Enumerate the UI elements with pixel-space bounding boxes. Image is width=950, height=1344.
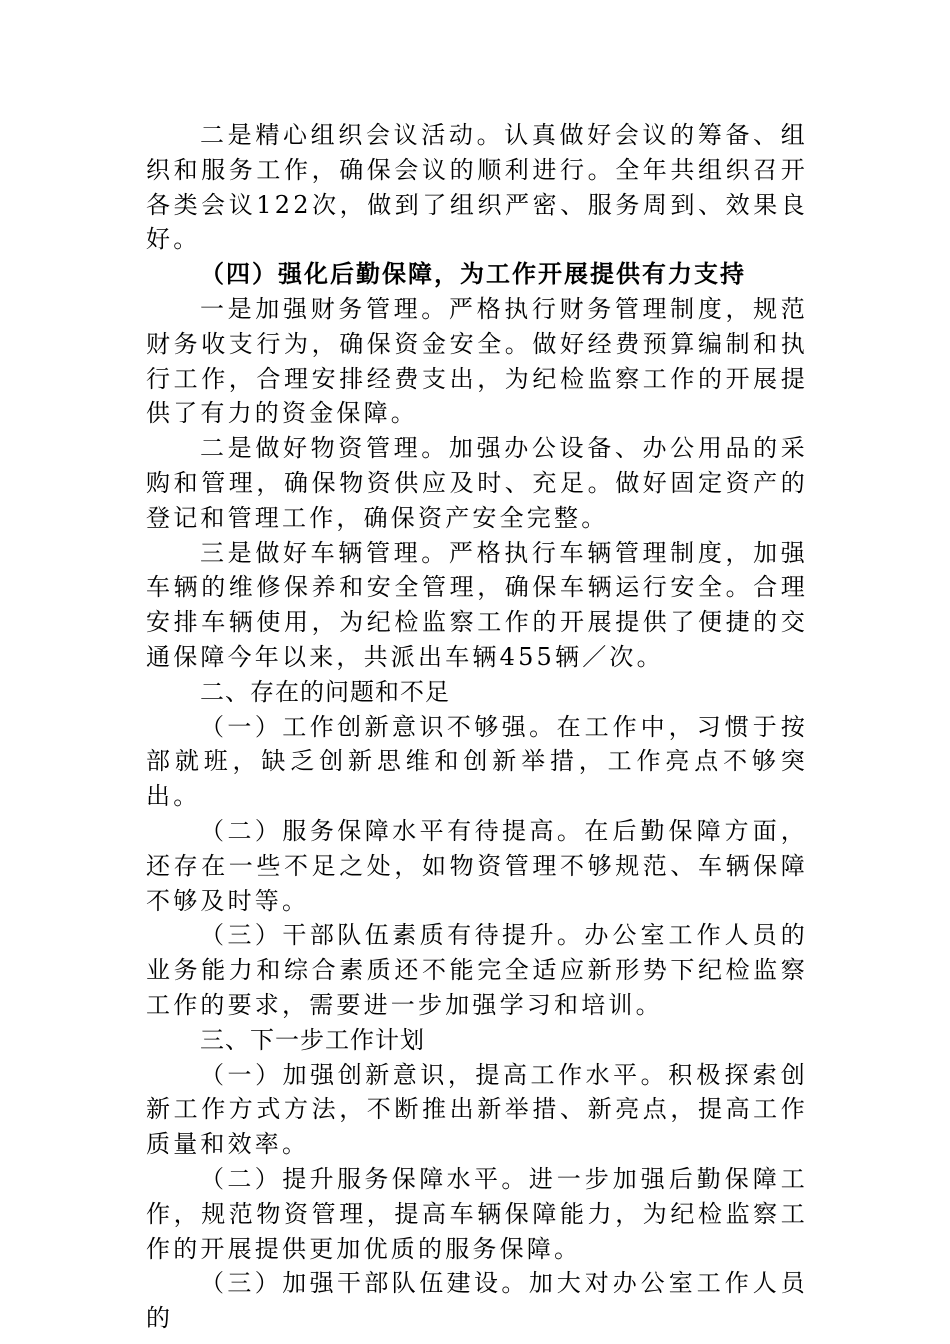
document-body [146, 118, 808, 1336]
paragraph-lead: （三）干部队伍素质有待提升。 [200, 921, 585, 950]
heading-text: 二、存在的问题和不足 [200, 677, 450, 706]
paragraph-plan-1 [146, 1058, 808, 1162]
paragraph-lead: （一）工作创新意识不够强。 [200, 712, 557, 741]
paragraph-lead: （二）服务保障水平有待提高。 [200, 816, 585, 845]
chapter-heading-problems [146, 675, 808, 710]
heading-text: 三、下一步工作计划 [200, 1025, 425, 1054]
paragraph-problem-1 [146, 710, 808, 814]
paragraph-materials [146, 431, 808, 535]
paragraph-text: 进一步加强后勤保障工作，规范物资管理，提高车辆保障能力，为纪检监察工作的开展提供更加优质的服务保障。 [146, 1164, 809, 1263]
heading-text: （四）强化后勤保障，为工作开展提供有力支持 [200, 259, 746, 289]
paragraph-lead: （二）提升服务保障水平。 [200, 1164, 529, 1193]
paragraph-text: 在工作中，习惯于按部就班，缺乏创新思维和创新举措，工作亮点不够突出。 [146, 712, 808, 811]
paragraph-meeting-activities [146, 118, 808, 257]
section-heading-logistics [146, 257, 808, 292]
paragraph-plan-2 [146, 1162, 808, 1266]
paragraph-text: 办公室工作人员的业务能力和综合素质还不能完全适应新形势下纪检监察工作的要求，需要进一步加强学习和培训。 [146, 921, 808, 1019]
paragraph-lead: （三）加强干部队伍建设。 [200, 1269, 529, 1298]
paragraph-text: 一是加强财务管理。严格执行财务管理制度，规范财务收支行为，确保资金安全。做好经费预算编制和执行工作，合理安排经费支出，为纪检监察工作的开展提供了有力的资金保障。 [146, 294, 808, 428]
paragraph-vehicles [146, 536, 808, 675]
paragraph-text: 三是做好车辆管理。严格执行车辆管理制度，加强车辆的维修保养和安全管理，确保车辆运行安全。合理安排车辆使用，为纪检监察工作的开展提供了便捷的交通保障今年以来，共派出车辆455辆／次。 [146, 538, 808, 671]
paragraph-problem-2 [146, 814, 808, 918]
chapter-heading-plan [146, 1023, 808, 1058]
paragraph-text: 积极探索创新工作方式方法，不断推出新举措、新亮点，提高工作质量和效率。 [146, 1060, 809, 1159]
paragraph-lead: （一）加强创新意识，提高工作水平。 [200, 1060, 669, 1089]
paragraph-finance [146, 292, 808, 431]
paragraph-text: 二是精心组织会议活动。认真做好会议的筹备、组织和服务工作，确保会议的顺利进行。全年共组织召开各类会议122次，做到了组织严密、服务周到、效果良好。 [146, 121, 808, 254]
paragraph-text: 加大对办公室工作人员的 [146, 1269, 809, 1333]
paragraph-problem-3 [146, 918, 808, 1022]
paragraph-plan-3 [146, 1266, 808, 1336]
paragraph-text: 二是做好物资管理。加强办公设备、办公用品的采购和管理，确保物资供应及时、充足。做好固定资产的登记和管理工作，确保资产安全完整。 [146, 434, 808, 532]
paragraph-text: 在后勤保障方面，还存在一些不足之处，如物资管理不够规范、车辆保障不够及时等。 [146, 816, 808, 915]
